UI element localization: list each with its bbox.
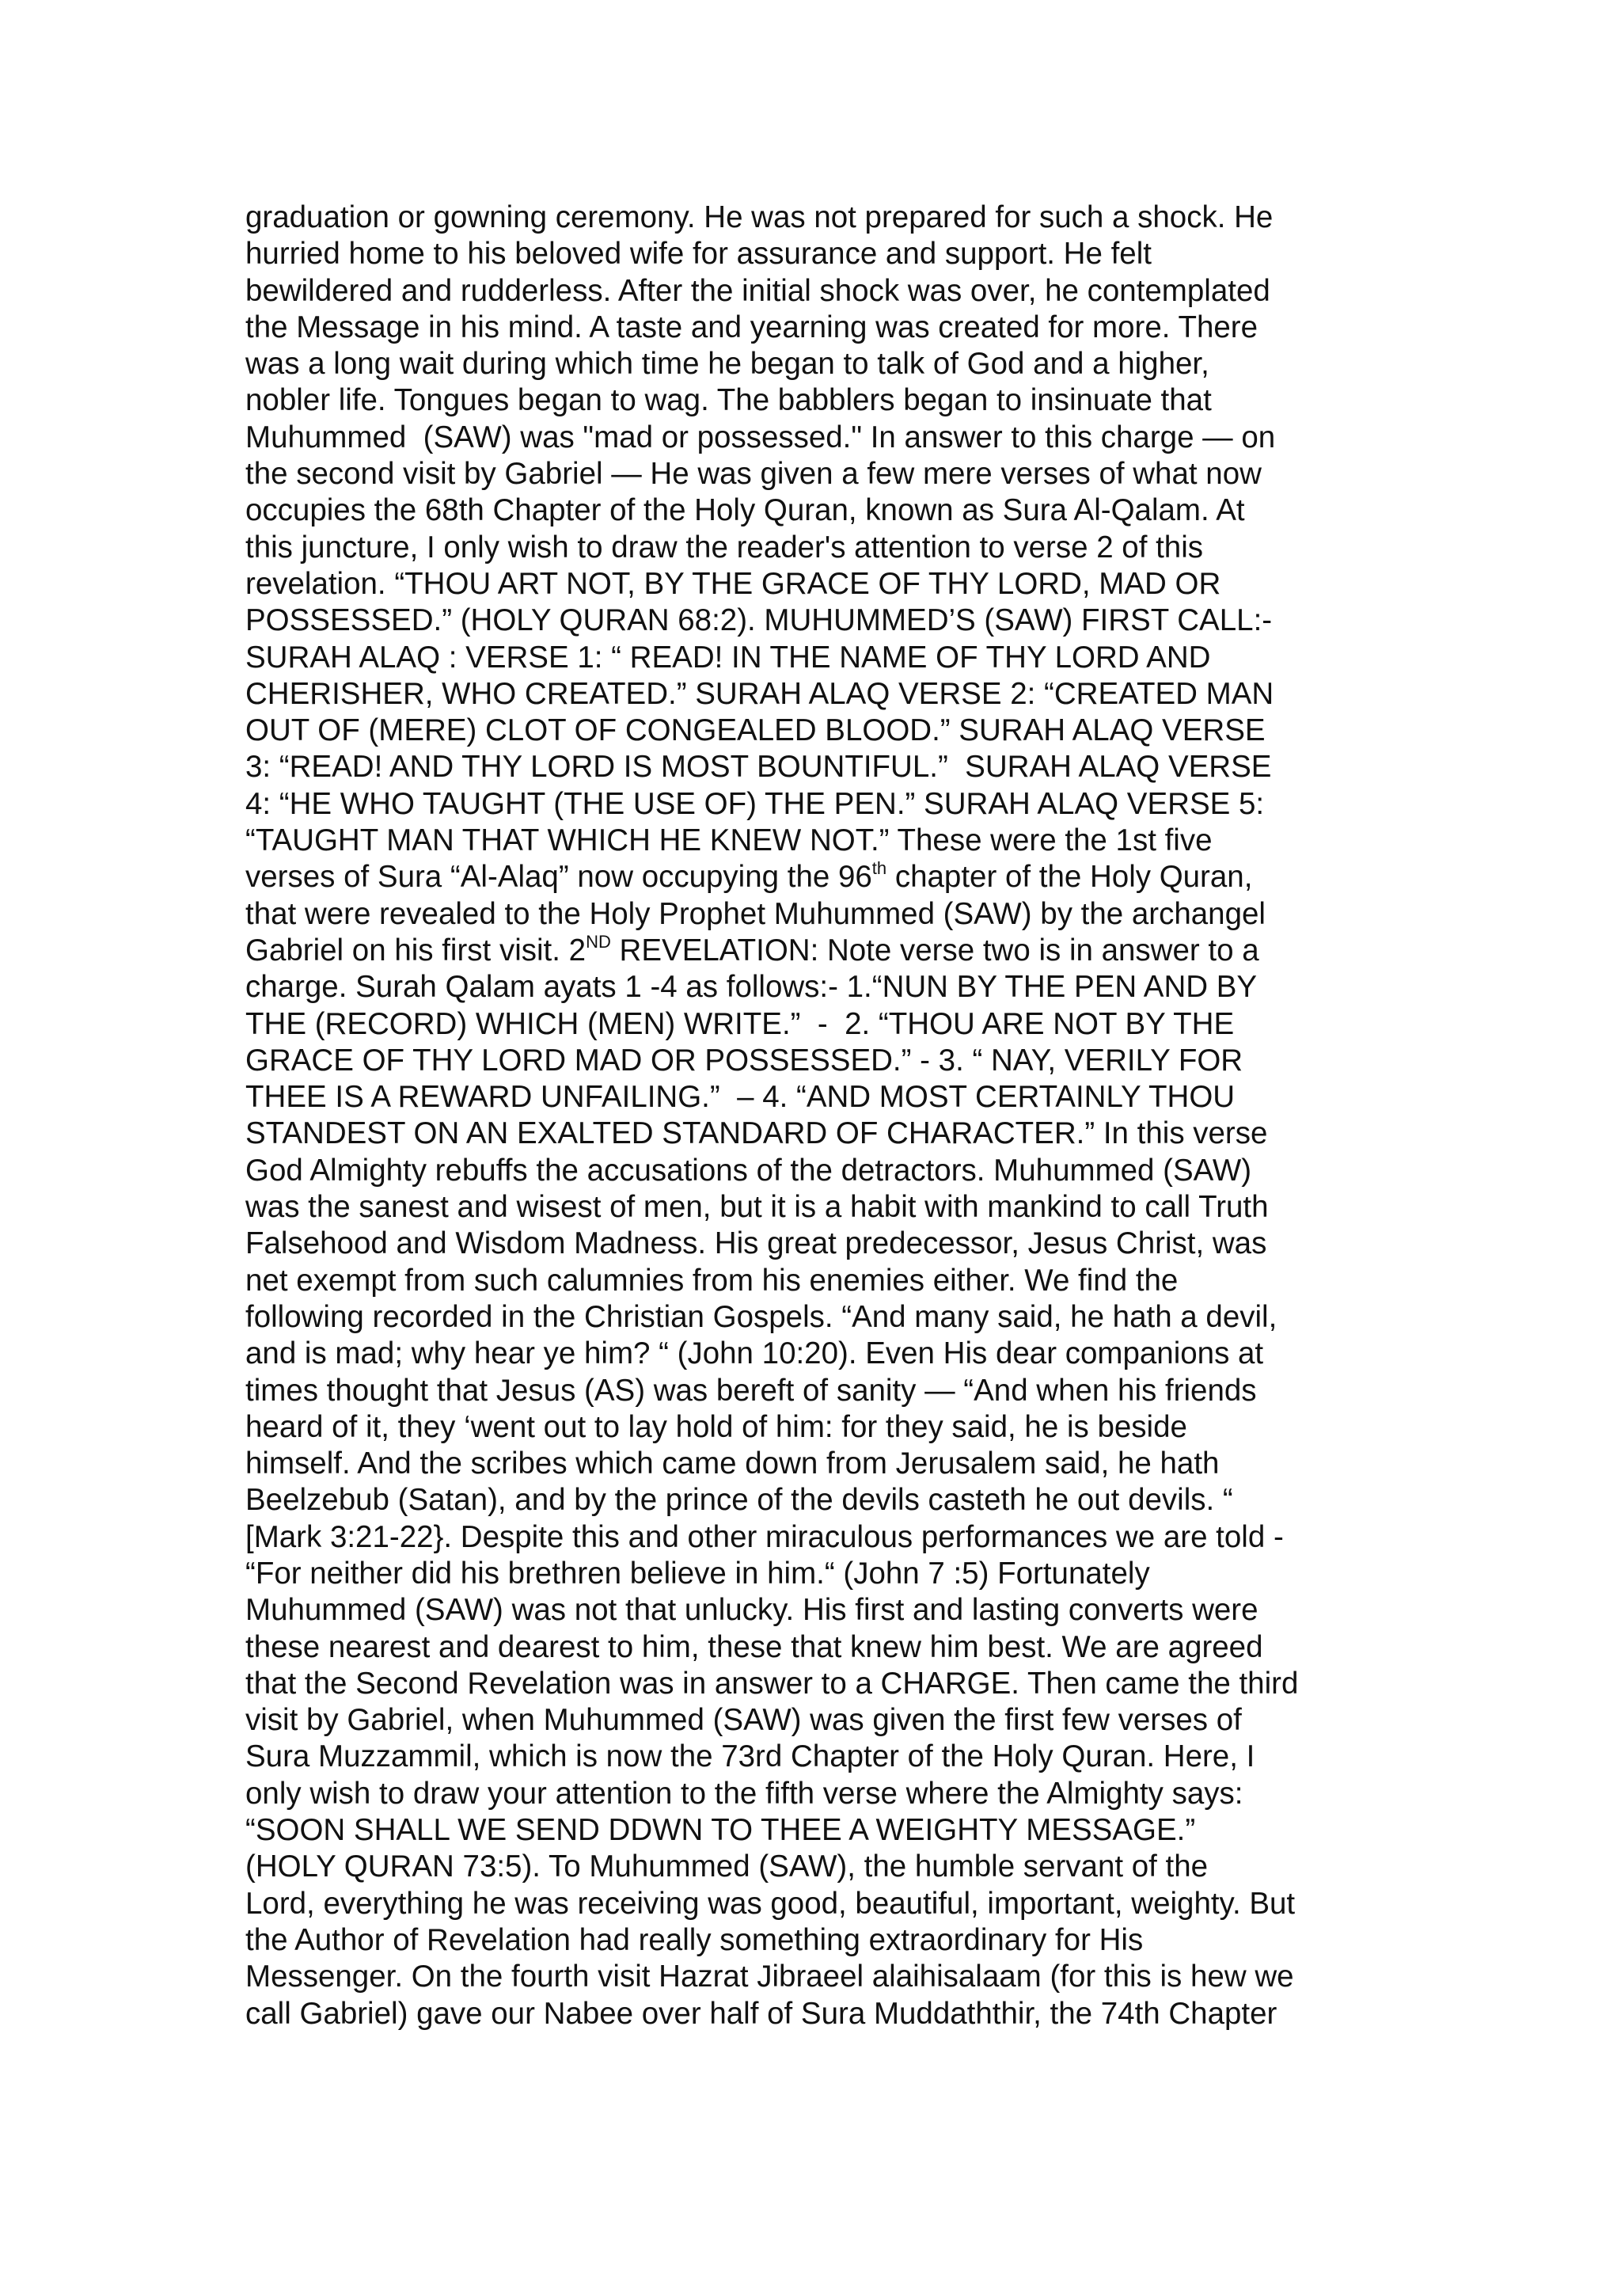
text-line: 3: “READ! AND THY LORD IS MOST BOUNTIFUL.” SURAH ALAQ VERSE [245, 750, 1272, 785]
ordinal-superscript: ND [586, 931, 611, 952]
text-line: “For neither did his brethren believe in him.“ (John 7 :5) Fortunately [245, 1556, 1150, 1591]
text-line: charge. Surah Qalam ayats 1 -4 as follows:- 1.“NUN BY THE PEN AND BY [245, 970, 1258, 1005]
text-line: Muhummed (SAW) was not that unlucky. His first and lasting converts were [245, 1593, 1258, 1628]
text-line: POSSESSED.” (HOLY QURAN 68:2). MUHUMMED’S (SAW) FIRST CALL:- [245, 603, 1273, 638]
text-line: Sura Muzzammil, which is now the 73rd Chapter of the Holy Quran. Here, I [245, 1739, 1255, 1774]
text-line: [Mark 3:21-22}. Despite this and other miraculous performances we are told - [245, 1519, 1284, 1554]
text-line: (HOLY QURAN 73:5). To Muhummed (SAW), the humble servant of the [245, 1849, 1209, 1884]
text-line: OUT OF (MERE) CLOT OF CONGEALED BLOOD.” SURAH ALAQ VERSE [245, 713, 1266, 748]
text-line: Muhummed (SAW) was "mad or possessed." In answer to this charge — on [245, 420, 1276, 454]
text-line: the Message in his mind. A taste and yearning was created for more. There [245, 310, 1258, 344]
text-line: bewildered and rudderless. After the initial shock was over, he contemplated [245, 273, 1270, 308]
text-line: “TAUGHT MAN THAT WHICH HE KNEW NOT.” These were the 1st five [245, 823, 1213, 858]
text-line: call Gabriel) gave our Nabee over half of Sura Muddaththir, the 74th Chapter [245, 1996, 1277, 2031]
text-line: these nearest and dearest to him, these that knew him best. We are agreed [245, 1629, 1263, 1664]
body-text [245, 200, 1385, 2032]
text-line: GRACE OF THY LORD MAD OR POSSESSED.” - 3. “ NAY, VERILY FOR [245, 1043, 1243, 1078]
text-line [245, 859, 1385, 895]
text-line: hurried home to his beloved wife for assurance and support. He felt [245, 237, 1152, 272]
text-line: times thought that Jesus (AS) was bereft of sanity — “And when his friends [245, 1373, 1257, 1408]
text-line: was the sanest and wisest of men, but it is a habit with mankind to call Truth [245, 1190, 1269, 1225]
text-line: Messenger. On the fourth visit Hazrat Jibraeel alaihisalaam (for this is hew we [245, 1960, 1294, 1994]
text-line: the Author of Revelation had really something extraordinary for His [245, 1922, 1144, 1957]
ordinal-superscript: th [871, 858, 887, 879]
text-line: Falsehood and Wisdom Madness. His great predecessor, Jesus Christ, was [245, 1226, 1267, 1261]
text-line: that the Second Revelation was in answer to a CHARGE. Then came the third [245, 1666, 1299, 1701]
text-line: himself. And the scribes which came down from Jerusalem said, he hath [245, 1446, 1220, 1481]
line-text-end: chapter of the Holy Quran, [886, 860, 1253, 895]
text-line: Lord, everything he was receiving was good, beautiful, important, weighty. But [245, 1886, 1296, 1921]
line-text-start: verses of Sura “Al-Alaq” now occupying the 96 [245, 860, 872, 895]
text-line: visit by Gabriel, when Muhummed (SAW) was given the first few verses of [245, 1703, 1242, 1738]
text-line: graduation or gowning ceremony. He was not prepared for such a shock. He [245, 200, 1274, 234]
text-line: THEE IS A REWARD UNFAILING.” – 4. “AND MOST CERTAINLY THOU [245, 1080, 1236, 1115]
text-line: and is mad; why hear ye him? “ (John 10:20). Even His dear companions at [245, 1336, 1264, 1371]
text-line: the second visit by Gabriel — He was given a few mere verses of what now [245, 457, 1262, 492]
text-line: occupies the 68th Chapter of the Holy Quran, known as Sura Al-Qalam. At [245, 493, 1245, 528]
text-line: heard of it, they ‘went out to lay hold of him: for they said, he is beside [245, 1409, 1187, 1444]
text-line: SURAH ALAQ : VERSE 1: “ READ! IN THE NAME OF THY LORD AND [245, 640, 1211, 675]
text-line: net exempt from such calumnies from his enemies either. We find the [245, 1263, 1179, 1298]
text-line: that were revealed to the Holy Prophet Muhummed (SAW) by the archangel [245, 896, 1266, 931]
text-line: following recorded in the Christian Gospels. “And many said, he hath a devil, [245, 1299, 1277, 1334]
text-line: was a long wait during which time he began to talk of God and a higher, [245, 347, 1209, 382]
text-line: 4: “HE WHO TAUGHT (THE USE OF) THE PEN.” SURAH ALAQ VERSE 5: [245, 786, 1265, 821]
text-line: THE (RECORD) WHICH (MEN) WRITE.” - 2. “THOU ARE NOT BY THE [245, 1006, 1235, 1041]
text-line: CHERISHER, WHO CREATED.” SURAH ALAQ VERSE 2: “CREATED MAN [245, 676, 1274, 711]
text-line: Beelzebub (Satan), and by the prince of the devils casteth he out devils. “ [245, 1483, 1233, 1518]
text-line: revelation. “THOU ART NOT, BY THE GRACE OF THY LORD, MAD OR [245, 566, 1221, 601]
line-text-start: Gabriel on his first visit. 2 [245, 933, 587, 967]
text-line: nobler life. Tongues began to wag. The babblers began to insinuate that [245, 383, 1212, 418]
text-line: God Almighty rebuffs the accusations of the detractors. Muhummed (SAW) [245, 1153, 1252, 1188]
line-text-end: REVELATION: Note verse two is in answer to a [610, 933, 1259, 967]
text-line [245, 933, 1385, 969]
text-line: only wish to draw your attention to the fifth verse where the Almighty says: [245, 1776, 1243, 1811]
text-line: STANDEST ON AN EXALTED STANDARD OF CHARACTER.” In this verse [245, 1116, 1268, 1151]
text-line: this juncture, I only wish to draw the reader's attention to verse 2 of this [245, 530, 1204, 564]
text-line: “SOON SHALL WE SEND DDWN TO THEE A WEIGHTY MESSAGE.” [245, 1813, 1196, 1848]
